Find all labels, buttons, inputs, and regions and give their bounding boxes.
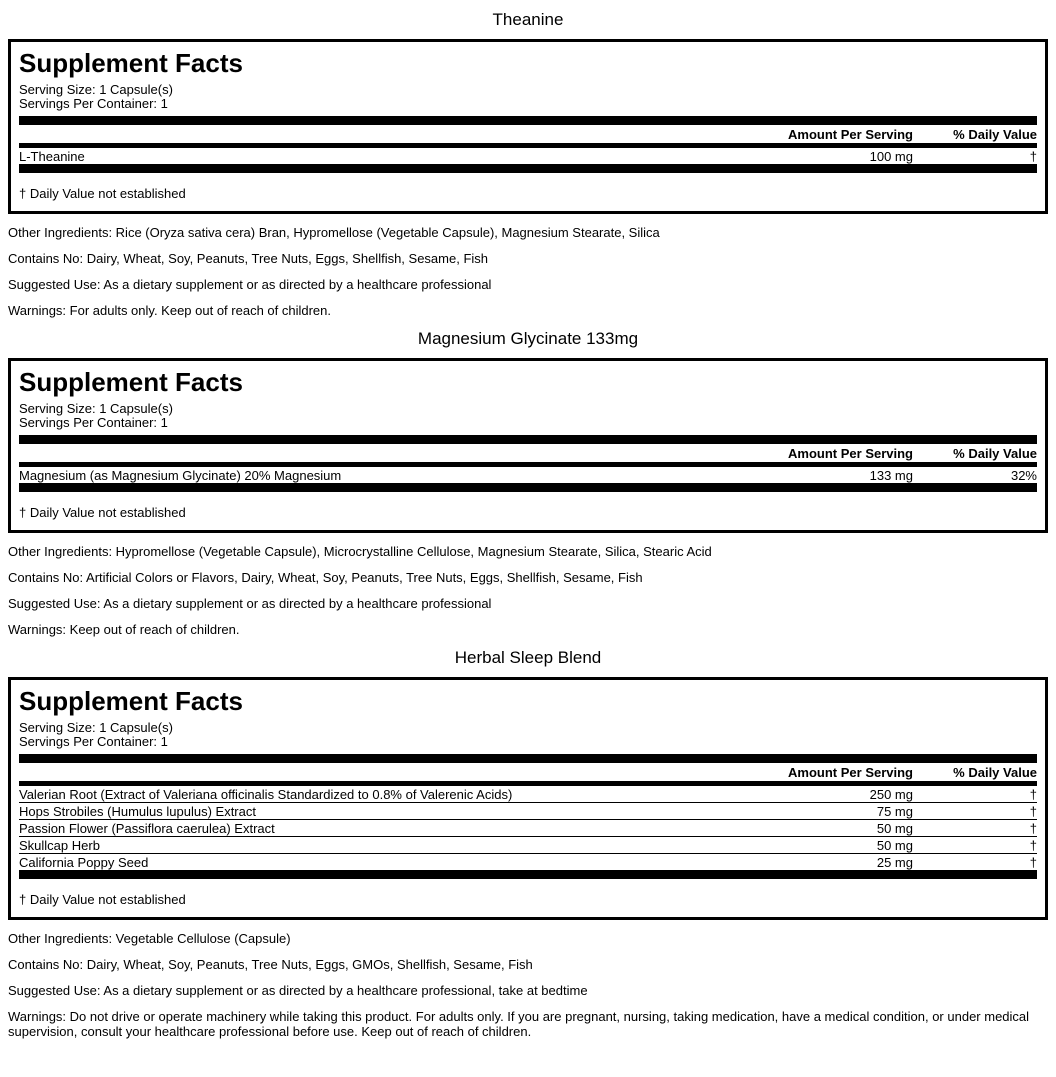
contains-no-text: Contains No: Artificial Colors or Flavors, Dairy, Wheat, Soy, Peanuts, Tree Nuts, Eggs, Shellfish, Sesame, Fish — [8, 570, 643, 585]
daily-value-footnote: † Daily Value not established — [19, 505, 186, 520]
warnings-text: Warnings: Do not drive or operate machinery while taking this product. For adults only. If you are pregnant, nursing, taking medication, have a medical condition, or under medical supervision, consult your healthcare professional before use. Keep out of reach of children. — [8, 1009, 1030, 1039]
supplement-facts-panel-magnesium — [8, 358, 1048, 533]
other-ingredients-text: Other Ingredients: Rice (Oryza sativa cera) Bran, Hypromellose (Vegetable Capsule), Magnesium Stearate, Silica — [8, 225, 660, 240]
suggested-use-text: Suggested Use: As a dietary supplement or as directed by a healthcare professional, take at bedtime — [8, 983, 588, 998]
ingredient-daily-value: † — [1029, 821, 1037, 836]
facts-title: Supplement Facts — [19, 367, 243, 397]
ingredient-amount: 25 mg — [876, 855, 913, 870]
ingredient-name: Skullcap Herb — [19, 838, 100, 853]
column-amount-per-serving: Amount Per Serving — [788, 446, 913, 461]
ingredient-daily-value: † — [1029, 838, 1037, 853]
supplement-facts-panel-theanine — [8, 39, 1048, 214]
warnings-text: Warnings: Keep out of reach of children. — [8, 622, 240, 637]
ingredient-daily-value: † — [1029, 149, 1037, 164]
ingredient-rows — [19, 148, 1037, 164]
divider-bar-thick — [19, 870, 1037, 879]
supplement-facts-panel-herbal-sleep — [8, 677, 1048, 920]
column-amount-per-serving: Amount Per Serving — [788, 765, 913, 780]
warnings-text: Warnings: For adults only. Keep out of reach of children. — [8, 303, 332, 318]
ingredient-amount: 75 mg — [876, 804, 913, 819]
facts-header-row — [19, 125, 1037, 143]
ingredient-amount: 133 mg — [869, 468, 913, 483]
ingredient-name: California Poppy Seed — [19, 855, 149, 870]
ingredient-name: Valerian Root (Extract of Valeriana officinalis Standardized to 0.8% of Valerenic Acids) — [19, 787, 513, 802]
column-daily-value: % Daily Value — [953, 446, 1037, 461]
serving-size: Serving Size: 1 Capsule(s) — [19, 720, 173, 735]
ingredient-daily-value: † — [1029, 855, 1037, 870]
servings-per-container: Servings Per Container: 1 — [19, 415, 168, 430]
ingredient-amount: 100 mg — [869, 149, 913, 164]
ingredient-name: Magnesium (as Magnesium Glycinate) 20% Magnesium — [19, 468, 342, 483]
ingredient-row — [19, 836, 1037, 853]
facts-header-row — [19, 763, 1037, 781]
ingredient-daily-value: 32% — [1010, 468, 1037, 483]
ingredient-amount: 250 mg — [869, 787, 913, 802]
divider-bar-thick — [19, 164, 1037, 173]
facts-header-row — [19, 444, 1037, 462]
ingredient-amount: 50 mg — [876, 838, 913, 853]
ingredient-amount: 50 mg — [876, 821, 913, 836]
column-daily-value: % Daily Value — [953, 765, 1037, 780]
ingredient-rows — [19, 786, 1037, 870]
ingredient-rows — [19, 467, 1037, 483]
daily-value-footnote: † Daily Value not established — [19, 186, 186, 201]
ingredient-row — [19, 467, 1037, 483]
divider-bar-thick — [19, 754, 1037, 763]
column-daily-value: % Daily Value — [953, 127, 1037, 142]
ingredient-daily-value: † — [1029, 804, 1037, 819]
product-heading-theanine: Theanine — [492, 10, 564, 29]
divider-bar-thick — [19, 435, 1037, 444]
suggested-use-text: Suggested Use: As a dietary supplement or as directed by a healthcare professional — [8, 277, 492, 292]
serving-size: Serving Size: 1 Capsule(s) — [19, 401, 173, 416]
other-ingredients-text: Other Ingredients: Vegetable Cellulose (Capsule) — [8, 931, 291, 946]
other-ingredients-text: Other Ingredients: Hypromellose (Vegetable Capsule), Microcrystalline Cellulose, Magnesium Stearate, Silica, Stearic Acid — [8, 544, 712, 559]
divider-bar-thick — [19, 483, 1037, 492]
divider-bar-thick — [19, 116, 1037, 125]
ingredient-row — [19, 853, 1037, 870]
ingredient-daily-value: † — [1029, 787, 1037, 802]
ingredient-row — [19, 148, 1037, 164]
product-heading-magnesium-glycinate: Magnesium Glycinate 133mg — [417, 329, 639, 348]
column-amount-per-serving: Amount Per Serving — [788, 127, 913, 142]
contains-no-text: Contains No: Dairy, Wheat, Soy, Peanuts, Tree Nuts, Eggs, GMOs, Shellfish, Sesame, Fish — [8, 957, 533, 972]
ingredient-row — [19, 802, 1037, 819]
ingredient-name: L-Theanine — [19, 149, 85, 164]
servings-per-container: Servings Per Container: 1 — [19, 734, 168, 749]
serving-size: Serving Size: 1 Capsule(s) — [19, 82, 173, 97]
ingredient-name: Hops Strobiles (Humulus lupulus) Extract — [19, 804, 256, 819]
suggested-use-text: Suggested Use: As a dietary supplement or as directed by a healthcare professional — [8, 596, 492, 611]
facts-title: Supplement Facts — [19, 48, 243, 78]
ingredient-row — [19, 786, 1037, 802]
daily-value-footnote: † Daily Value not established — [19, 892, 186, 907]
product-heading-herbal-sleep-blend: Herbal Sleep Blend — [454, 648, 602, 667]
contains-no-text: Contains No: Dairy, Wheat, Soy, Peanuts, Tree Nuts, Eggs, Shellfish, Sesame, Fish — [8, 251, 489, 266]
servings-per-container: Servings Per Container: 1 — [19, 96, 168, 111]
ingredient-name: Passion Flower (Passiflora caerulea) Extract — [19, 821, 275, 836]
ingredient-row — [19, 819, 1037, 836]
facts-title: Supplement Facts — [19, 686, 243, 716]
